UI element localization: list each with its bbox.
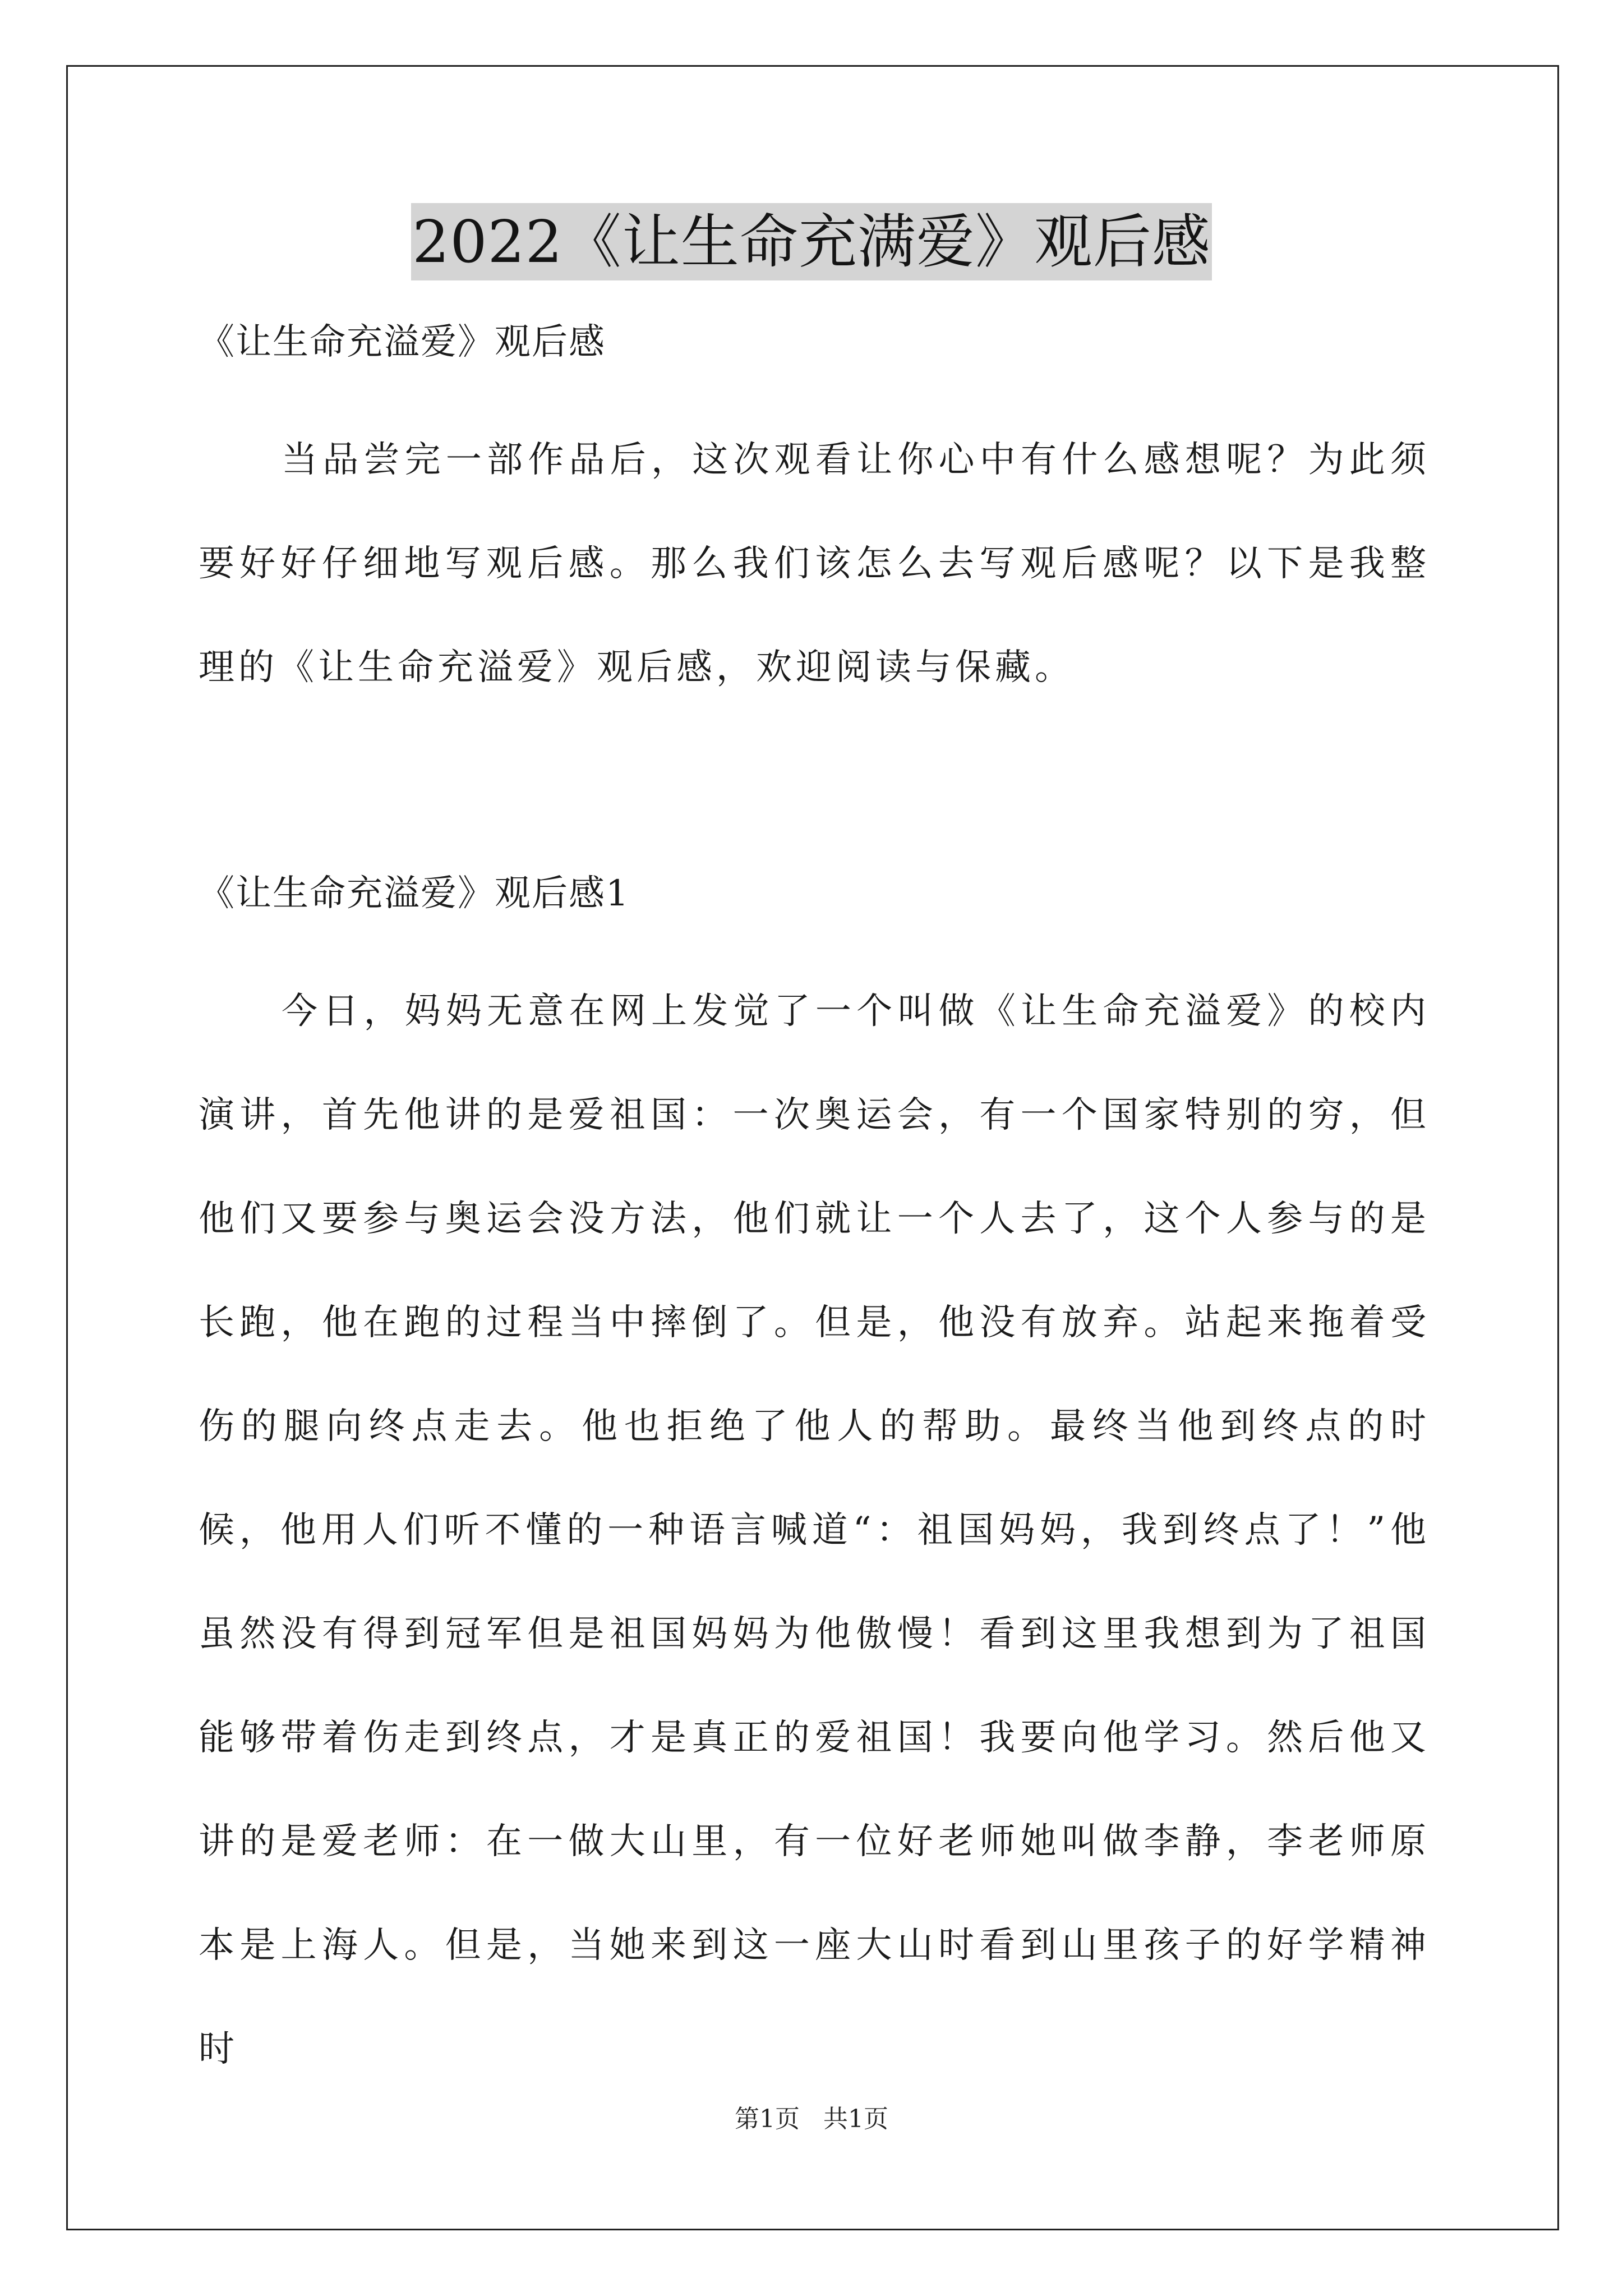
page-number-footer: 第1页 共1页 (735, 2105, 888, 2133)
intro-heading: 《让生命充溢爱》观后感 (199, 321, 606, 363)
title-container (0, 203, 1623, 280)
intro-paragraph: 当品尝完一部作品后，这次观看让你心中有什么感想呢？为此须要好好仔细地写观后感。那么我们该怎么去写观后感呢？以下是我整理的《让生命充溢爱》观后感，欢迎阅读与保藏。 (199, 439, 1430, 688)
section-heading: 《让生命充溢爱》观后感1 (199, 873, 630, 914)
document-title: 2022《让生命充满爱》观后感 (411, 203, 1212, 280)
section-paragraph: 今日，妈妈无意在网上发觉了一个叫做《让生命充溢爱》的校内演讲，首先他讲的是爱祖国：一次奥运会，有一个国家特别的穷，但他们又要参与奥运会没方法，他们就让一个人去了，这个人参与的是长跑，他在跑的过程当中摔倒了。但是，他没有放弃。站起来拖着受伤的腿向终点走去。他也拒绝了他人的帮助。最终当他到终点的时候，他用人们听不懂的一种语言喊道“：祖国妈妈，我到终点了！”他虽然没有得到冠军但是祖国妈妈为他傲慢！看到这里我想到为了祖国能够带着伤走到终点，才是真正的爱祖国！我要向他学习。然后他又讲的是爱老师：在一做大山里，有一位好老师她叫做李静，李老师原本是上海人。但是，当她来到这一座大山时看到山里孩子的好学精神时 (199, 991, 1430, 2070)
document-body (199, 314, 1430, 2101)
